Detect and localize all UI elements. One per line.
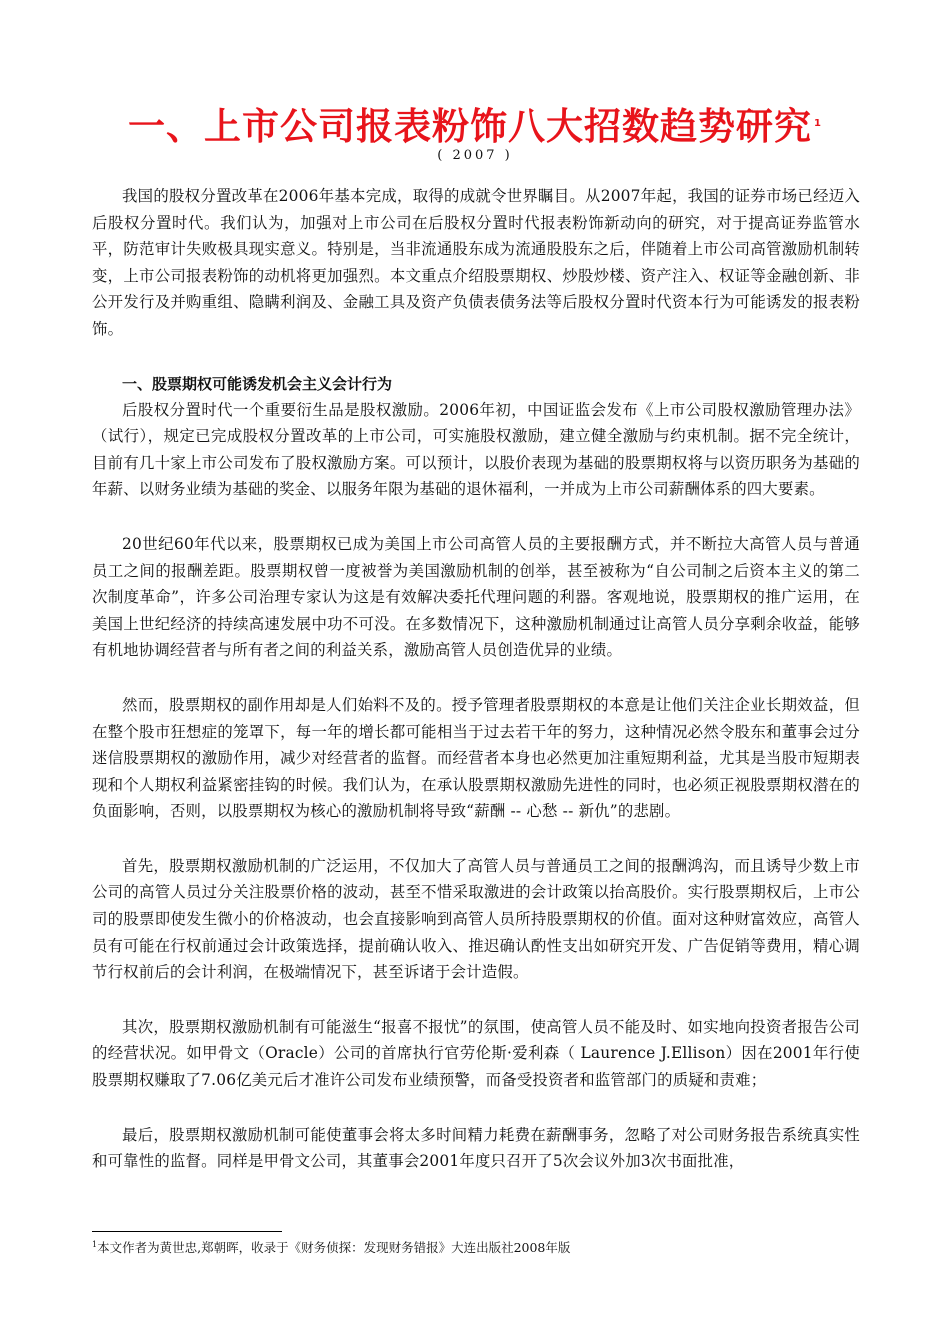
page-title-text: 一、上市公司报表粉饰八大招数趋势研究 — [128, 105, 813, 148]
title-footnote-mark[interactable]: 1 — [814, 117, 822, 129]
paragraph: 后股权分置时代一个重要衍生品是股权激励。2006年初，中国证监会发布《上市公司股权激励管理办法》（试行），规定已完成股权分置改革的上市公司，可实施股权激励，建立健全激励与约束机制。据不完全统计，目前有几十家上市公司发布了股权激励方案。可以预计，以股价表现为基础的股票期权将与以资历职务为基础的年薪、以财务业绩为基础的奖金、以服务年限为基础的退休福利，一并成为上市公司薪酬体系的四大要素。 — [92, 400, 860, 499]
section-heading: 一、股票期权可能诱发机会主义会计行为 — [122, 374, 393, 393]
paragraph: 其次，股票期权激励机制有可能滋生“报喜不报忧”的氛围，使高管人员不能及时、如实地向投资者报告公司的经营状况。如甲骨文（Oracle）公司的首席执行官劳伦斯·爱利森（ Laurence J.Ellison）因在2001年行使股票期权赚取了7.06亿美元后才准许公司发布业绩预警，而备受投资者和监管部门的质疑和责难； — [92, 1017, 860, 1090]
footnote — [92, 1236, 860, 1257]
paragraph-intro: 我国的股权分置改革在2006年基本完成，取得的成就令世界瞩目。从2007年起，我国的证券市场已经迈入后股权分置时代。我们认为，加强对上市公司在后股权分置时代报表粉饰新动向的研究，对于提高证券监管水平，防范审计失败极具现实意义。特别是，当非流通股东成为流通股股东之后，伴随着上市公司高管激励机制转变，上市公司报表粉饰的动机将更加强烈。本文重点介绍股票期权、炒股炒楼、资产注入、权证等金融创新、非公开发行及并购重组、隐瞒利润及、金融工具及资产负债表债务法等后股权分置时代资本行为可能诱发的报表粉饰。 — [92, 187, 860, 338]
footnote-divider — [92, 1231, 282, 1232]
paragraph: 20世纪60年代以来，股票期权已成为美国上市公司高管人员的主要报酬方式，并不断拉大高管人员与普通员工之间的报酬差距。股票期权曾一度被誉为美国激励机制的创举，甚至被称为“自公司制之后资本主义的第二次制度革命”，许多公司治理专家认为这是有效解决委托代理问题的利器。客观地说，股票期权的推广运用，在美国上世纪经济的持续高速发展中功不可没。在多数情况下，这种激励机制通过让高管人员分享剩余收益，能够有机地协调经营者与所有者之间的利益关系，激励高管人员创造优异的业绩。 — [92, 534, 860, 660]
footnote-text: 本文作者为黄世忠,郑朝晖，收录于《财务侦探：发现财务错报》大连出版社2008年版 — [97, 1240, 571, 1256]
page-title — [128, 96, 822, 150]
footnote-mark: 1 — [92, 1240, 98, 1249]
paragraph: 首先，股票期权激励机制的广泛运用，不仅加大了高管人员与普通员工之间的报酬鸿沟，而且诱导少数上市公司的高管人员过分关注股票价格的波动，甚至不惜采取激进的会计政策以抬高股价。实行股票期权后，上市公司的股票即使发生微小的价格波动，也会直接影响到高管人员所持股票期权的价值。面对这种财富效应，高管人员有可能在行权前通过会计政策选择，提前确认收入、推迟确认酌性支出如研究开发、广告促销等费用，精心调节行权前后的会计利润，在极端情况下，甚至诉诸于会计造假。 — [92, 856, 860, 982]
title-block — [0, 96, 950, 150]
paragraph: 然而，股票期权的副作用却是人们始料不及的。授予管理者股票期权的本意是让他们关注企业长期效益，但在整个股市狂想症的笼罩下，每一年的增长都可能相当于过去若干年的努力，这种情况必然令股东和董事会过分迷信股票期权的激励作用，减少对经营者的监督。而经营者本身也必然更加注重短期利益，尤其是当股市短期表现和个人期权利益紧密挂钩的时候。我们认为，在承认股票期权激励先进性的同时，也必须正视股票期权潜在的负面影响，否则，以股票期权为核心的激励机制将导致“薪酬 -- 心愁 -- 新仇”的悲剧。 — [92, 695, 860, 821]
paragraph: 最后，股票期权激励机制可能使董事会将太多时间精力耗费在薪酬事务，忽略了对公司财务报告系统真实性和可靠性的监督。同样是甲骨文公司，其董事会2001年度只召开了5次会议外加3次书面批准， — [92, 1125, 860, 1171]
body-text — [92, 183, 860, 1175]
year-subtitle: ( 2007 ) — [437, 148, 513, 163]
